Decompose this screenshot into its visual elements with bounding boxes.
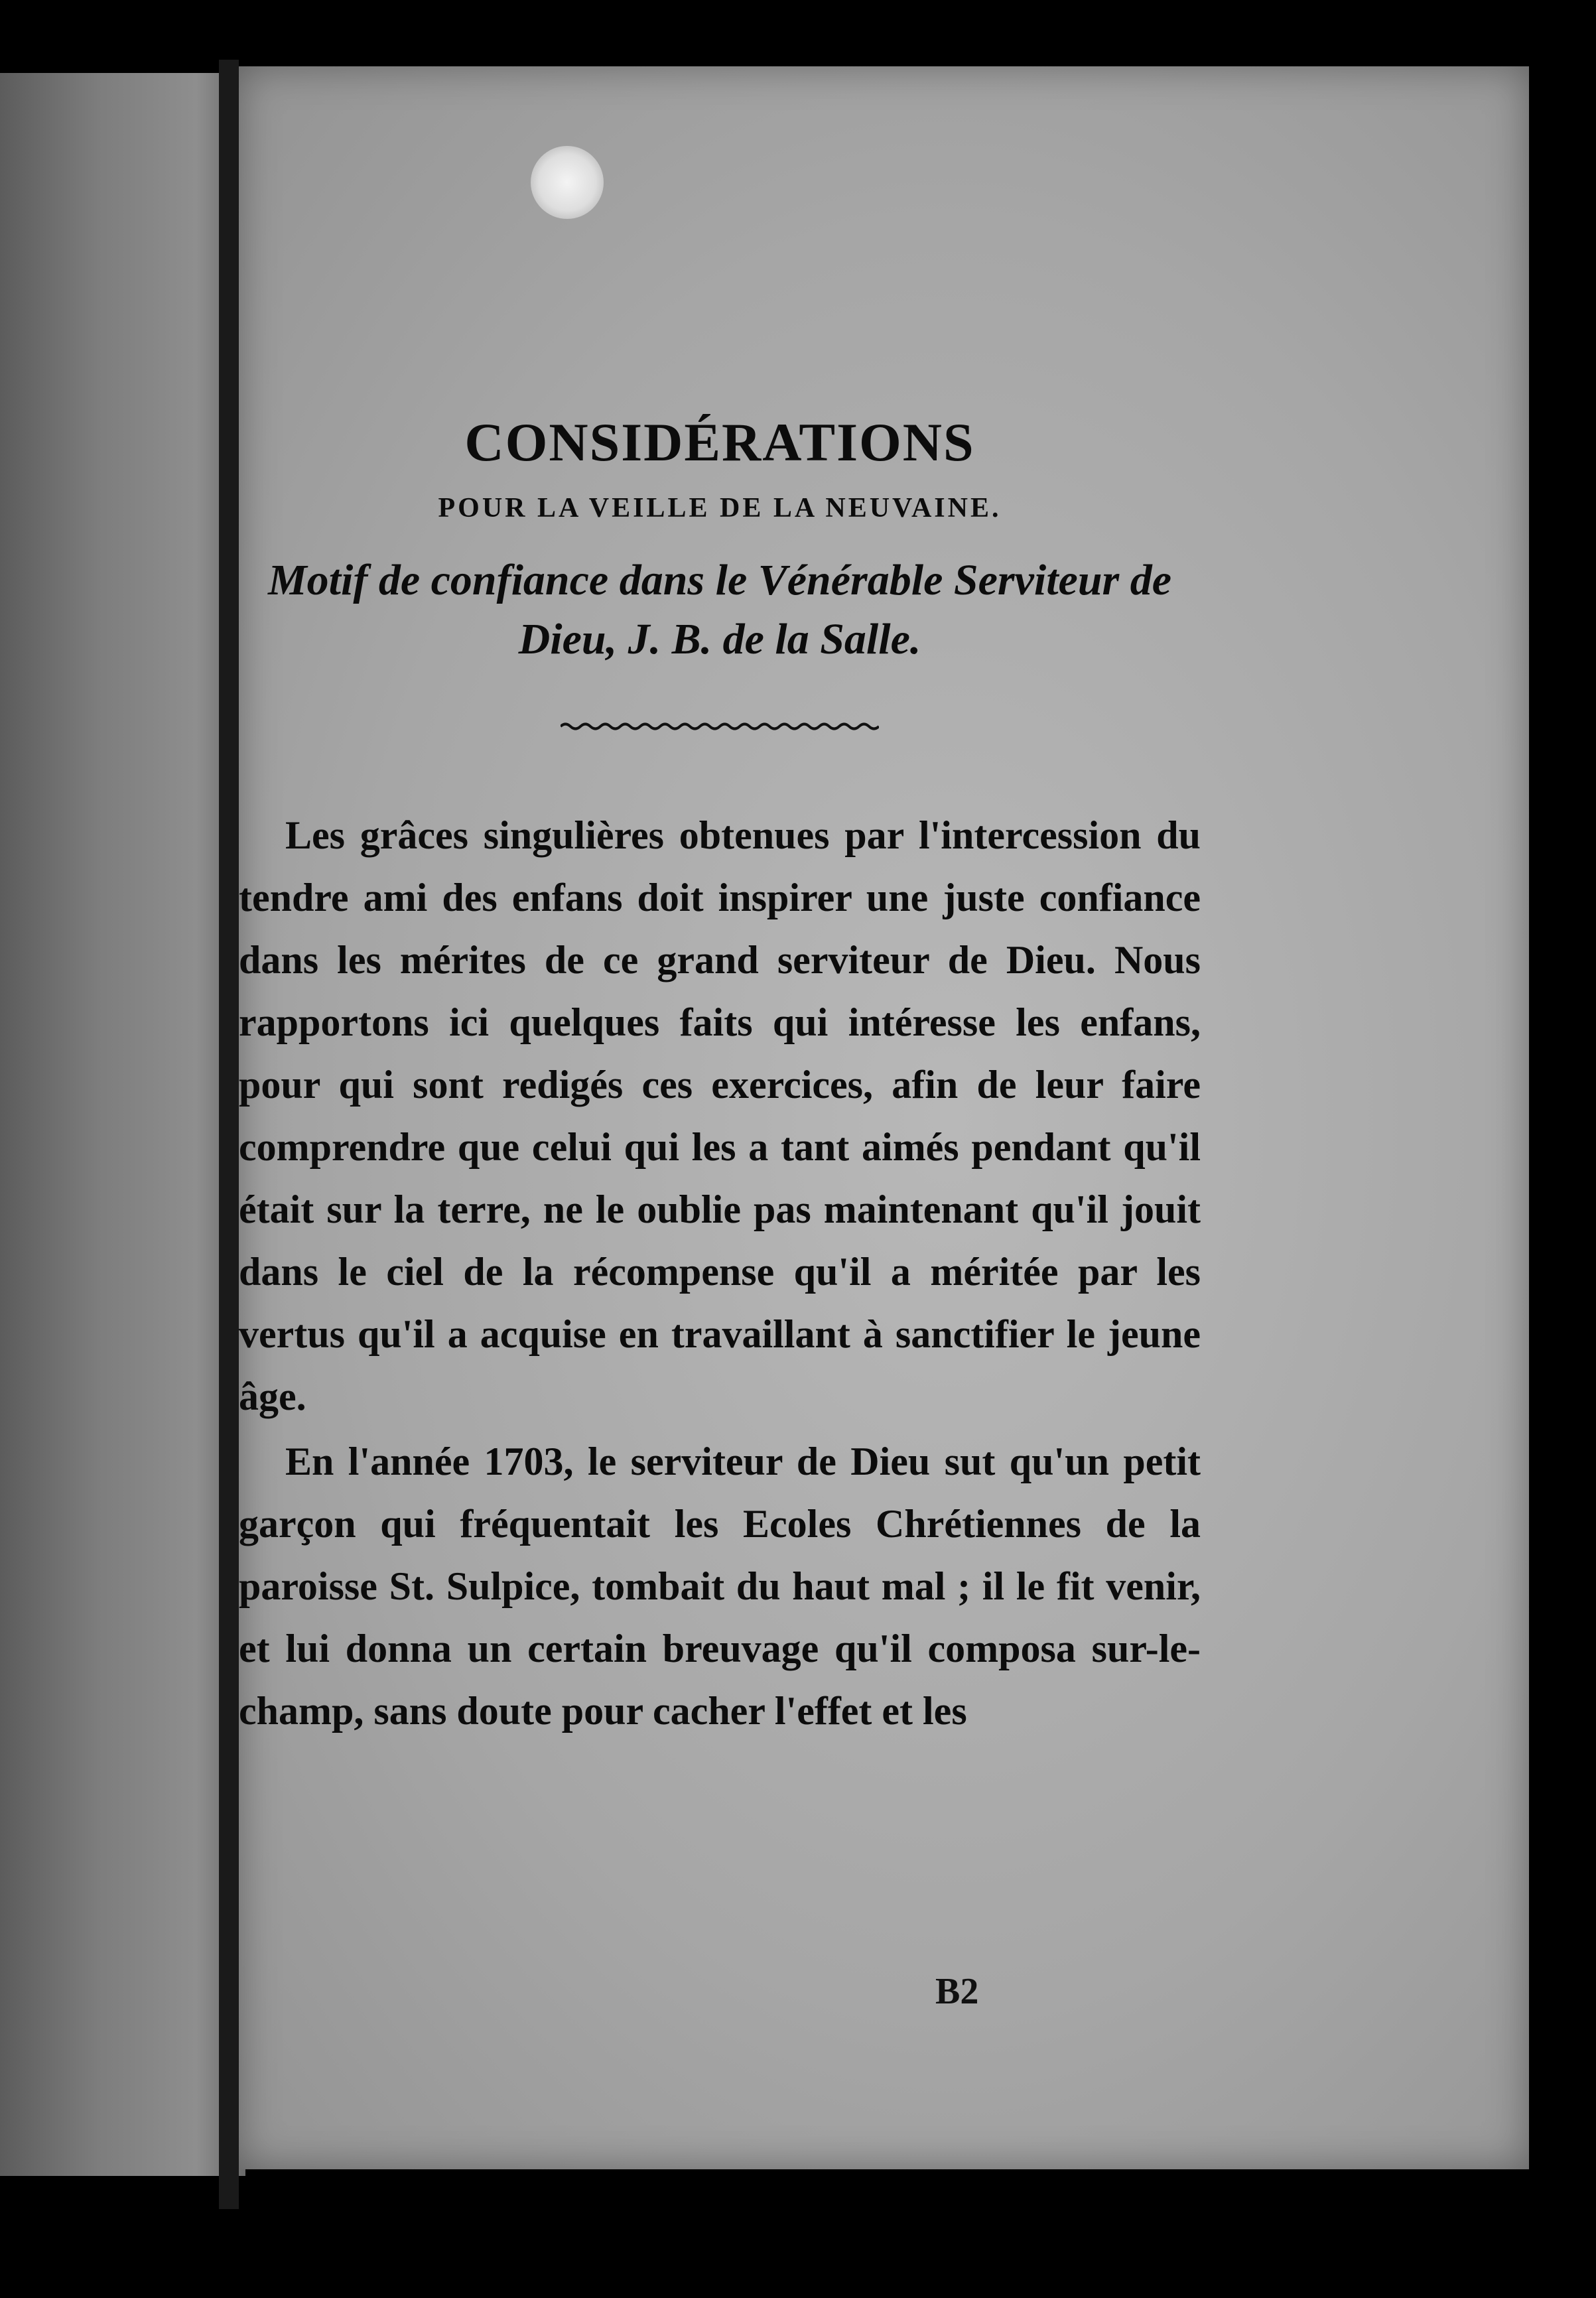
- page-signature: B2: [935, 1971, 979, 2012]
- page-subtitle: POUR LA VEILLE DE LA NEUVAINE.: [438, 493, 1002, 523]
- paragraph: Les grâces singulières obtenues par l'intercession du tendre ami des enfans doit inspirer une juste confiance dans les mérites de ce grand serviteur de Dieu. Nous rapportons ici quelques faits qui intéresse les enfans, pour qui sont redigés ces exercices, afin de leur faire comprendre que celui qui les a tant aimés pendant qu'il était sur la terre, ne le oublie pas maintenant qu'il jouit dans le ciel de la récompense qu'il a méritée par les vertus qu'il a acquise en travaillant à sanctifier le jeune âge.: [239, 813, 1201, 1419]
- body-text: [239, 804, 1201, 1742]
- book-gutter: [219, 60, 239, 2209]
- paper-stain: [531, 146, 604, 219]
- facing-page-edge: [0, 73, 245, 2176]
- decorative-wave-rule: [561, 722, 879, 731]
- page-text: [239, 345, 1201, 1742]
- paragraph: En l'année 1703, le serviteur de Dieu sut qu'un petit garçon qui fréquentait les Ecoles Chrétiennes de la paroisse St. Sulpice, tombait du haut mal ; il le fit venir, et lui donna un certain breuvage qu'il composa sur-le-champ, sans doute pour cacher l'effet et les: [239, 1440, 1201, 1733]
- page-title: CONSIDÉRATIONS: [464, 412, 975, 472]
- section-heading: Motif de confiance dans le Vénérable Serviteur de Dieu, J. B. de la Salle.: [267, 556, 1172, 664]
